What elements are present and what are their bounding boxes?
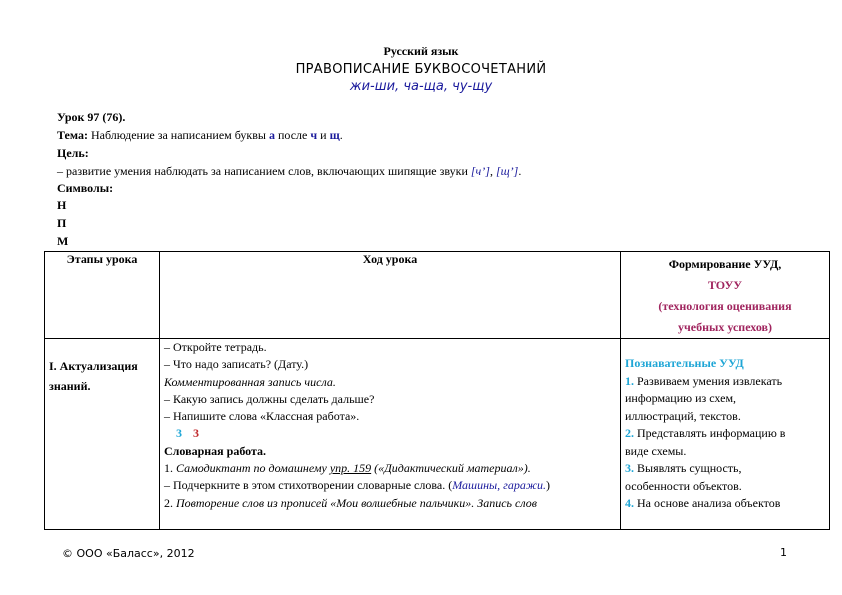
goal-label [57, 145, 89, 163]
uud-item-2 [625, 425, 825, 443]
page-number: 1 [780, 546, 787, 559]
mark-red: 3 [193, 426, 199, 441]
header-uud-line3: (технология оценивания [658, 299, 792, 313]
header-process: Ход урока [160, 252, 621, 339]
goal-end: . [518, 164, 522, 178]
theme-end: . [339, 128, 343, 142]
lesson-number-text: Урок 97 (76). [57, 110, 126, 124]
p7-num: 1. [164, 461, 173, 476]
goal-sound-ch: [ч’] [470, 164, 490, 178]
uud-num-1: 1. [625, 373, 634, 388]
page-title: ПРАВОПИСАНИЕ БУКВОСОЧЕТАНИЙ [295, 62, 547, 77]
stage-line2: знаний. [49, 379, 91, 393]
stage-cell [45, 339, 160, 530]
theme-and: и [320, 128, 327, 142]
process-line-5: – Напишите слова «Классная работа». [164, 409, 360, 424]
p7-text: Самодиктант по домашнему [176, 461, 327, 476]
p9-text: Повторение слов из прописей «Мои волшебные пальчики». Запись слов [176, 495, 537, 510]
p9-num: 2. [164, 495, 173, 510]
lesson-theme [57, 127, 343, 145]
uud-num-4: 4. [625, 496, 634, 510]
goal-sound-sch: [щ’] [495, 164, 519, 178]
goal-text [57, 163, 521, 181]
subject-title: Русский язык [383, 44, 459, 58]
goal-description: – развитие умения наблюдать за написанием слов, включающих шипящие звуки [57, 164, 468, 178]
header-uud-line2: ТОУУ [707, 278, 743, 292]
process-line-8 [164, 477, 616, 494]
symbols-label [57, 180, 113, 198]
header-uud-line1: Формирование УУД, [668, 257, 782, 271]
goal-separator: , [489, 164, 493, 178]
uud-item-4 [625, 495, 825, 513]
process-line-7 [164, 460, 616, 477]
theme-after: после [277, 128, 308, 142]
process-line-1: – Откройте тетрадь. [164, 340, 267, 354]
process-line-9 [164, 495, 616, 512]
uud-3-line2: особенности объектов. [625, 478, 742, 493]
theme-letter-ch: ч [310, 128, 318, 142]
theme-text: Наблюдение за написанием буквы [90, 128, 266, 142]
uud-1-line3: иллюстраций, текстов. [625, 408, 741, 423]
uud-2-line2: виде схемы. [625, 443, 687, 458]
mark-cyan: 3 [176, 426, 182, 441]
lesson-number [57, 109, 125, 127]
lesson-table [44, 251, 830, 530]
footer-copyright: © ООО «Баласс», 2012 [62, 547, 195, 560]
process-line-4: – Какую запись должны сделать дальше? [164, 391, 375, 406]
uud-cell [621, 339, 830, 530]
p7-link: упр. 159 [329, 461, 372, 476]
uud-item-3 [625, 460, 825, 478]
symbol-m: М [57, 234, 69, 248]
p8-words: Машины, гаражи. [452, 478, 547, 493]
p8-text: – Подчеркните в этом стихотворении словарные слова. ( [164, 478, 453, 493]
symbols-label-text: Символы: [57, 181, 114, 195]
symbol-p: П [57, 216, 67, 230]
process-line-3: Комментированная запись числа. [164, 374, 336, 389]
table-header-row [45, 252, 830, 339]
uud-num-2: 2. [625, 426, 634, 440]
page-subtitle: жи-ши, ча-ща, чу-щу [349, 79, 493, 94]
goal-label-text: Цель: [57, 146, 89, 160]
process-marks [164, 425, 616, 442]
table-row [45, 339, 830, 530]
uud-4-line1: На основе анализа объектов [637, 496, 781, 510]
symbol-n: Н [57, 198, 67, 212]
theme-letter-sch: щ [329, 128, 340, 142]
stage-line1: I. Актуализация [49, 359, 138, 373]
header-stages: Этапы урока [45, 252, 160, 339]
uud-3-line1: Выявлять сущность, [637, 461, 742, 475]
theme-label: Тема: [57, 128, 88, 142]
uud-title: Познавательные УУД [625, 356, 744, 370]
uud-num-3: 3. [625, 461, 634, 475]
p8-end: ) [546, 478, 551, 493]
uud-1-line2: информацию из схем, [625, 391, 737, 405]
process-cell [160, 339, 621, 530]
uud-1-line1: Развиваем умения извлекать [637, 373, 783, 388]
uud-item-1 [625, 373, 825, 391]
header-uud [621, 252, 830, 339]
process-line-6: Словарная работа. [164, 443, 267, 458]
uud-2-line1: Представлять информацию в [637, 426, 786, 440]
theme-letter-a: а [268, 128, 275, 142]
header-uud-line4: учебных успехов) [677, 320, 773, 334]
p7-end: («Дидактический материал»). [374, 461, 531, 476]
process-line-2: – Что надо записать? (Дату.) [164, 357, 309, 372]
